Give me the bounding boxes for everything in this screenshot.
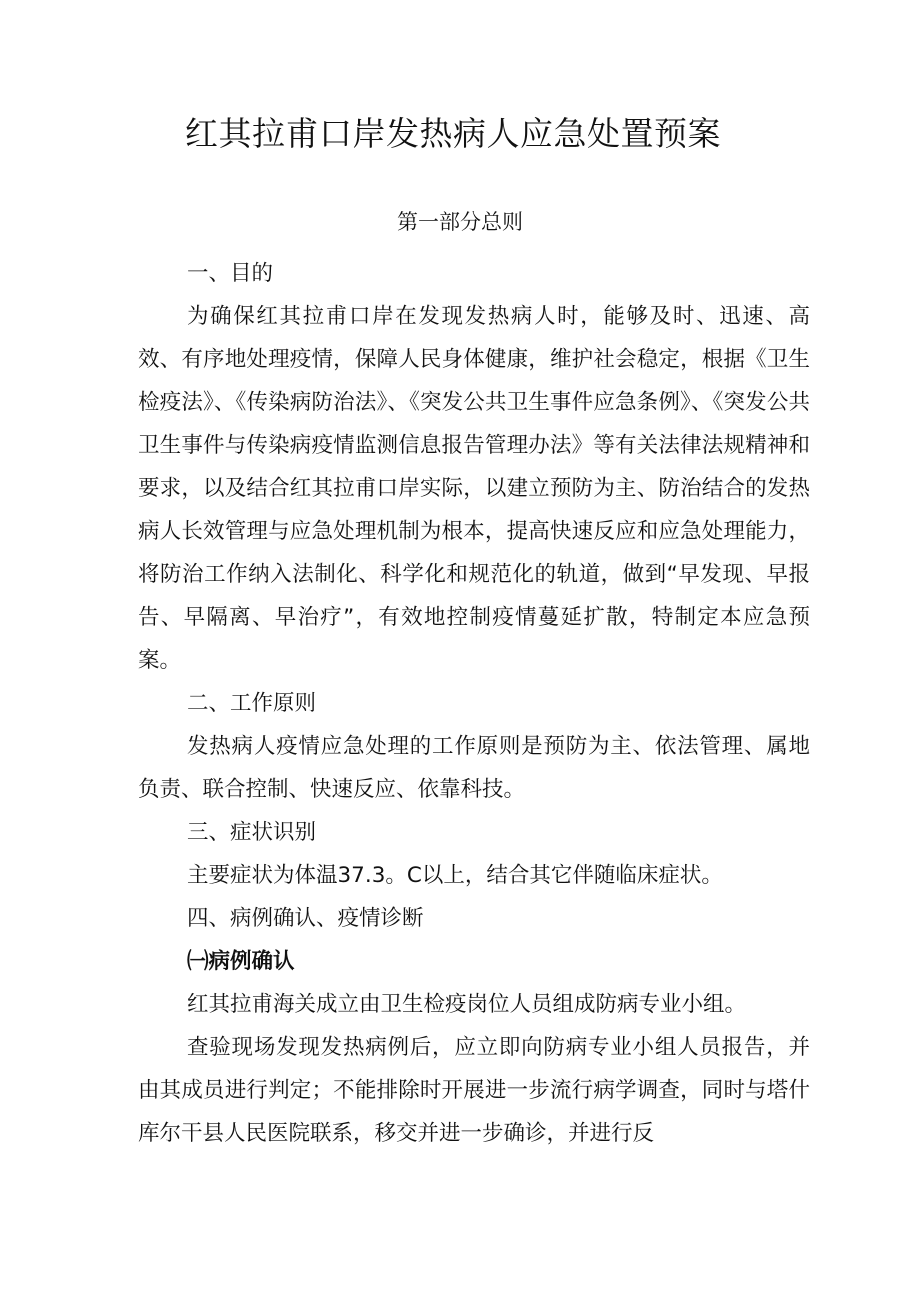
paragraph-purpose: 为确保红其拉甫口岸在发现发热病人时，能够及时、迅速、高效、有序地处理疫情，保障人民身体健康，维护社会稳定，根据《卫生检疫法》、《传染病防治法》、《突发公共卫生事件应急条例》、《突发公共卫生事件与传染病疫情监测信息报告管理办法》等有关法律法规精神和要求，以及结合红其拉甫口岸实际，以建立预防为主、防治结合的发热病人长效管理与应急处理机制为根本，提高快速反应和应急处理能力，将防治工作纳入法制化、科学化和规范化的轨道，做到“早发现、早报告、早隔离、早治疗”，有效地控制疫情蔓延扩散，特制定本应急预案。 <box>138 304 810 673</box>
paragraph-procedure: 查验现场发现发热病例后，应立即向防病专业小组人员报告，并由其成员进行判定；不能排除时开展进一步流行病学调查，同时与塔什库尔干县人民医院联系，移交并进一步确诊，并进行反 <box>138 1035 810 1146</box>
subsection-heading-case-confirmation: ㈠病例确认 <box>187 949 295 974</box>
paragraph-principles: 发热病人疫情应急处理的工作原则是预防为主、依法管理、属地负责、联合控制、快速反应、依靠科技。 <box>138 734 810 802</box>
section-heading-purpose: 一、目的 <box>187 261 274 286</box>
section-heading-principles: 二、工作原则 <box>187 691 317 716</box>
section-heading-symptoms: 三、症状识别 <box>187 820 317 845</box>
document-title: 红其拉甫口岸发热病人应急处置预案 <box>185 114 721 153</box>
part-heading: 第一部分总则 <box>397 210 523 234</box>
document-body <box>138 252 810 1155</box>
paragraph-symptoms: 主要症状为体温37.3。C以上，结合其它伴随临床症状。 <box>187 863 723 888</box>
section-heading-diagnosis: 四、病例确认、疫情诊断 <box>187 906 424 931</box>
paragraph-team: 红其拉甫海关成立由卫生检疫岗位人员组成防病专业小组。 <box>187 992 747 1017</box>
